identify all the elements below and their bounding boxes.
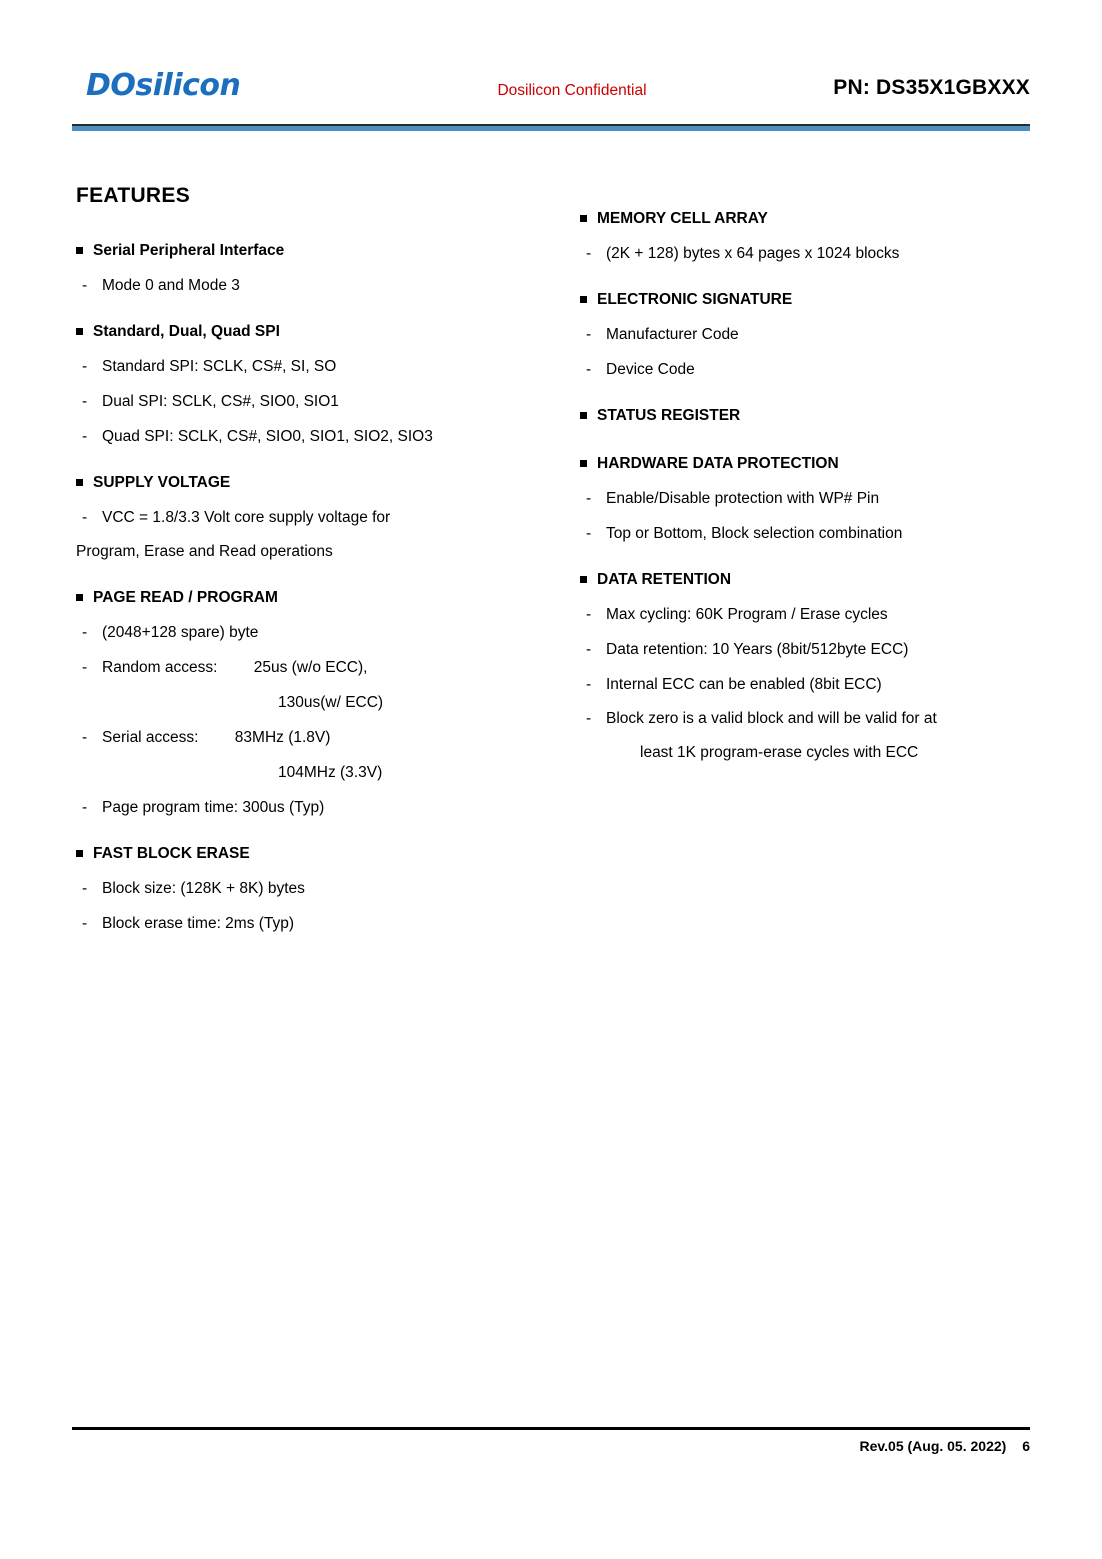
group-heading: [76, 319, 516, 345]
bullet-square-icon: [580, 576, 587, 583]
list-item: [580, 352, 1032, 387]
spec-label: Serial access:: [102, 729, 199, 746]
bullet-square-icon: [76, 328, 83, 335]
dash-bullet-icon: -: [586, 525, 592, 542]
left-column: [76, 238, 516, 957]
list-item: [76, 349, 516, 384]
bullet-square-icon: [580, 412, 587, 419]
list-item: [76, 500, 516, 535]
spec-label: Random access:: [102, 659, 218, 676]
feature-group-standard-dual-quad-spi: [76, 319, 516, 454]
spec-value: 83MHz (1.8V): [234, 729, 331, 746]
dash-bullet-icon: -: [586, 361, 592, 378]
group-heading: [580, 287, 1032, 313]
page-footer: [860, 1438, 1031, 1454]
group-heading: [76, 585, 516, 611]
group-heading-label: Serial Peripheral Interface: [93, 242, 285, 259]
dash-bullet-icon: -: [82, 659, 88, 676]
list-item: [580, 702, 1032, 736]
group-heading: [580, 403, 1032, 429]
dash-bullet-icon: -: [82, 509, 88, 526]
dash-bullet-icon: -: [586, 326, 592, 343]
list-item-continuation: [76, 685, 516, 720]
dash-bullet-icon: -: [586, 606, 592, 623]
list-item: [76, 650, 516, 685]
feature-group-memory-cell-array: [580, 206, 1032, 271]
bullet-square-icon: [76, 594, 83, 601]
company-logo: DOsilicon: [86, 68, 241, 103]
feature-group-page-read-program: [76, 585, 516, 825]
revision-label: Rev.05 (Aug. 05. 2022): [859, 1438, 1007, 1454]
list-item-label: Device Code: [606, 361, 695, 378]
feature-group-fast-block-erase: [76, 841, 516, 941]
list-item-label: Manufacturer Code: [606, 326, 739, 343]
confidential-notice: Dosilicon Confidential: [497, 82, 647, 99]
list-item: [76, 268, 516, 303]
dash-bullet-icon: -: [82, 915, 88, 932]
footer-divider: [72, 1427, 1030, 1430]
list-item-label: (2048+128 spare) byte: [102, 624, 259, 641]
group-heading: [76, 470, 516, 496]
group-heading-label: DATA RETENTION: [597, 571, 732, 588]
list-item: [580, 236, 1032, 271]
list-item: [76, 419, 516, 454]
list-item: [580, 481, 1032, 516]
dash-bullet-icon: -: [82, 880, 88, 897]
bullet-square-icon: [580, 460, 587, 467]
list-item-label: Mode 0 and Mode 3: [102, 277, 240, 294]
dash-bullet-icon: -: [82, 428, 88, 445]
list-item: [76, 871, 516, 906]
feature-group-supply-voltage: [76, 470, 516, 569]
group-heading: [580, 206, 1032, 232]
dash-bullet-icon: -: [586, 676, 592, 693]
list-item: [580, 632, 1032, 667]
list-item: [76, 790, 516, 825]
dash-bullet-icon: -: [82, 799, 88, 816]
page-header: [72, 62, 1030, 124]
list-item: [76, 615, 516, 650]
part-number: PN: DS35X1GBXXX: [833, 76, 1030, 99]
list-item-label: Block size: (128K + 8K) bytes: [102, 880, 305, 897]
list-item: [580, 597, 1032, 632]
list-item-label: Block erase time: 2ms (Typ): [102, 915, 295, 932]
right-column: [580, 206, 1032, 786]
dash-bullet-icon: -: [82, 358, 88, 375]
feature-group-serial-peripheral-interface: [76, 238, 516, 303]
page-number: 6: [1022, 1438, 1030, 1454]
group-heading: [580, 567, 1032, 593]
feature-group-data-retention: [580, 567, 1032, 770]
list-item-label: Max cycling: 60K Program / Erase cycles: [606, 606, 888, 623]
dash-bullet-icon: -: [586, 490, 592, 507]
group-heading: [76, 238, 516, 264]
group-heading-label: STATUS REGISTER: [597, 407, 741, 424]
list-item-label: (2K + 128) bytes x 64 pages x 1024 blocks: [606, 245, 900, 262]
list-item-label: Quad SPI: SCLK, CS#, SIO0, SIO1, SIO2, SIO3: [102, 428, 433, 445]
page-title: FEATURES: [76, 184, 191, 207]
bullet-square-icon: [580, 296, 587, 303]
list-item: [76, 384, 516, 419]
group-heading-label: PAGE READ / PROGRAM: [93, 589, 278, 606]
feature-group-electronic-signature: [580, 287, 1032, 387]
bullet-square-icon: [580, 215, 587, 222]
dash-bullet-icon: -: [82, 729, 88, 746]
spec-value-secondary: 104MHz (3.3V): [278, 764, 383, 781]
list-item-continuation: least 1K program-erase cycles with ECC: [640, 744, 919, 761]
dash-bullet-icon: -: [82, 277, 88, 294]
list-item-label: Block zero is a valid block and will be valid for at: [606, 710, 937, 727]
header-divider: [72, 126, 1030, 131]
group-heading-label: ELECTRONIC SIGNATURE: [597, 291, 793, 308]
list-item-label: Standard SPI: SCLK, CS#, SI, SO: [102, 358, 337, 375]
list-item-label: VCC = 1.8/3.3 Volt core supply voltage for: [102, 509, 391, 526]
list-item-label: Page program time: 300us (Typ): [102, 799, 325, 816]
spec-value-secondary: 130us(w/ ECC): [278, 694, 384, 711]
bullet-square-icon: [76, 247, 83, 254]
bullet-square-icon: [76, 850, 83, 857]
list-item-label: Data retention: 10 Years (8bit/512byte ECC): [606, 641, 909, 658]
feature-group-hardware-data-protection: [580, 451, 1032, 551]
dash-bullet-icon: -: [586, 641, 592, 658]
list-item-label: Enable/Disable protection with WP# Pin: [606, 490, 880, 507]
dash-bullet-icon: -: [82, 624, 88, 641]
feature-group-status-register: [580, 403, 1032, 429]
list-item: [580, 667, 1032, 702]
list-item-label: Dual SPI: SCLK, CS#, SIO0, SIO1: [102, 393, 339, 410]
dash-bullet-icon: -: [586, 710, 592, 727]
list-item-label: Top or Bottom, Block selection combination: [606, 525, 903, 542]
group-heading-label: Standard, Dual, Quad SPI: [93, 323, 280, 340]
list-item: [580, 516, 1032, 551]
group-heading: [76, 841, 516, 867]
spec-value: 25us (w/o ECC),: [253, 659, 368, 676]
group-heading-label: SUPPLY VOLTAGE: [93, 474, 231, 491]
group-heading-label: MEMORY CELL ARRAY: [597, 210, 768, 227]
group-heading: [580, 451, 1032, 477]
list-item-continuation: [76, 755, 516, 790]
list-item: [76, 720, 516, 755]
list-item: [580, 317, 1032, 352]
group-heading-label: FAST BLOCK ERASE: [93, 845, 250, 862]
list-item-continuation: Program, Erase and Read operations: [76, 543, 333, 560]
dash-bullet-icon: -: [586, 245, 592, 262]
group-heading-label: HARDWARE DATA PROTECTION: [597, 455, 839, 472]
list-item: [76, 906, 516, 941]
bullet-square-icon: [76, 479, 83, 486]
dash-bullet-icon: -: [82, 393, 88, 410]
list-item-label: Internal ECC can be enabled (8bit ECC): [606, 676, 882, 693]
